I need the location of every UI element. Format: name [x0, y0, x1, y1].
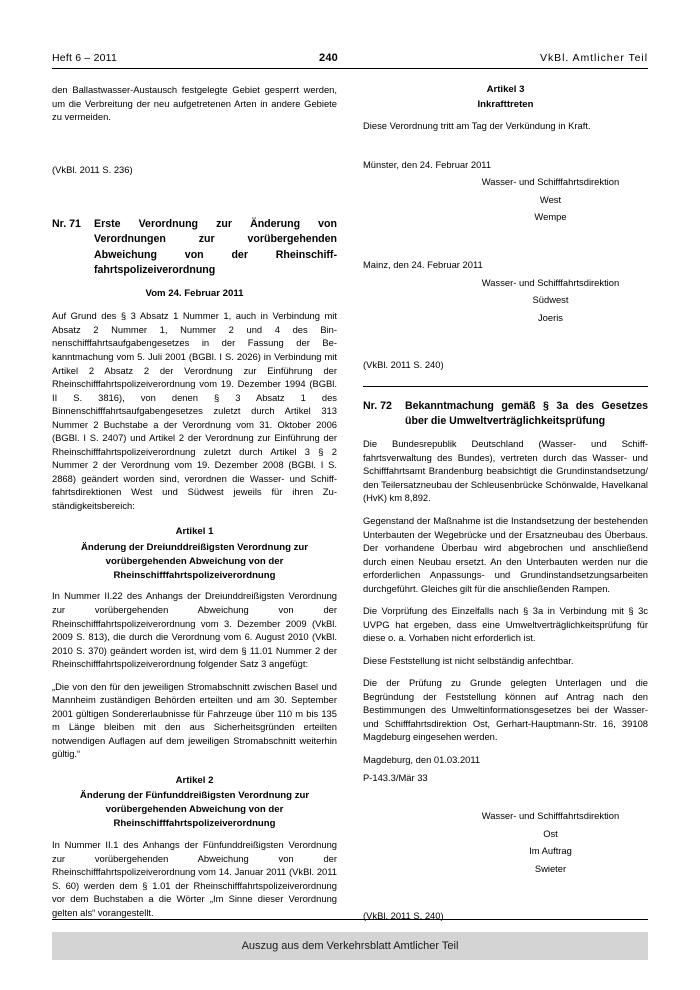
- running-head: [52, 52, 648, 64]
- header-rule: [52, 68, 648, 69]
- article3-body: Diese Verordnung tritt am Tag der Verkündung in Kraft.: [363, 120, 591, 132]
- signature-suedwest-authority-2: Südwest: [532, 294, 569, 306]
- article1-heading: Artikel 1: [175, 526, 214, 538]
- signature-ost-name: Swieter: [534, 862, 567, 874]
- nr72-place-date: Magdeburg, den 01.03.2011: [363, 753, 481, 765]
- article3-heading: Artikel 3: [486, 84, 525, 95]
- signature-west-authority-2: West: [539, 193, 562, 205]
- nr72-paragraph-2: Gegenstand der Maßnahme ist die Instandsetzung der bestehenden Unterbauten der Wegebrücke und der Ersatzneubau des Überbaus. Der vorhandene Überbau wird abgebrochen und anschließend durch einen Neubau ersetzt. An den Unterbauten werden nur die erforderlichen Anpassungs- und Grundinstandsetzungsarbeiten durchgeführt. Gleiches gilt für die anschließenden Rampen.: [363, 515, 648, 594]
- entry-number-nr72: Nr. 72: [363, 399, 392, 412]
- article1-body: In Nummer II.22 des Anhangs der Dreiunddreißigsten Verordnung zur vorübergehenden Abweichung von der Rheinschifffahrtspolizeiverordnung vom 3. Dezember 2009 (VkBl. 2009 S. 813), die durch die Verordnung vom 6. August 2010 (VkBl. 2010 S. 370) geändert worden ist, wird dem § 11.01 Nummer 2 der Rheinschifffahrtspolizeiverordnung folgender Satz 3 angefügt:: [52, 590, 337, 670]
- header-issue: Heft 6 – 2011: [52, 52, 117, 64]
- source-reference-right-1: (VkBl. 2011 S. 240): [363, 359, 444, 371]
- signature-west-place-date: Münster, den 24. Februar 2011: [363, 158, 492, 170]
- header-page-number: 240: [319, 52, 338, 64]
- nr72-paragraph-3: Die Vorprüfung des Einzelfalls nach § 3a in Verbindung mit § 3c UVPG hat ergeben, dass eine Umweltverträglichkeitsprüfung für diese o. a. Vorhaben nicht erforderlich ist.: [363, 605, 648, 644]
- article1-subheading: Änderung der Dreiunddreißigsten Verordnung zur vorübergehenden Abweichung von der Rheinschifffahrtspolizeiverordnung: [80, 541, 309, 581]
- entry-title-nr72: Bekanntmachung gemäß § 3a des Gesetzes über die Umweltverträglichkeitsprüfung: [405, 399, 648, 427]
- signature-west-authority-1: Wasser- und Schifffahrtsdirektion: [481, 176, 620, 188]
- entry-title-nr71: Erste Verordnung zur Änderung von Verordnungen zur vorübergehenden Abweichung von der Rheinschifffahrtspolizeiverordnung: [94, 218, 337, 277]
- signature-ost-block: [453, 809, 648, 875]
- article1-quote: „Die von den für den jeweiligen Stromabschnitt zwischen Basel und Mannheim zuständigen Behörden erteilten und am 30. September 2001 gültigen Sondererlaubnisse für Fahrzeuge über 110 m bis 135 m Länge bleiben mit den aus Sicherheitsgründen erteilten notwendigen Auflagen auf dem jeweiligen Stromabschnitt weiterhin gültig.“: [52, 680, 337, 760]
- continued-paragraph: den Ballastwasser-Austausch festgelegte Gebiet gesperrt werden, um die Verbreitung der neu aufgetretenen Arten in andere Gebiete zu vermeiden.: [52, 84, 337, 123]
- signature-suedwest-authority-1: Wasser- und Schifffahrtsdirektion: [481, 276, 620, 288]
- left-column: [52, 83, 337, 918]
- footer-text: Auszug aus dem Verkehrsblatt Amtlicher Teil: [241, 940, 459, 952]
- right-column: [363, 83, 648, 922]
- nr72-paragraph-4: Diese Feststellung ist nicht selbständig anfechtbar.: [363, 654, 574, 666]
- entry-date-nr71: Vom 24. Februar 2011: [145, 287, 244, 299]
- source-reference-left-1: (VkBl. 2011 S. 236): [52, 163, 133, 175]
- nr72-paragraph-5: Die der Prüfung zu Grunde gelegten Unterlagen und die Begründung der Feststellung können auf Antrag nach den Bestimmungen des Umweltinformationsgesetzes bei der Wasser- und Schifffahrtsdirektion Ost, Gerhart-Hauptmann-Str. 16, 39108 Magdeburg eingesehen werden.: [363, 677, 648, 743]
- signature-west-name: Wempe: [534, 211, 567, 223]
- signature-ost-authority-2: Ost: [543, 827, 558, 839]
- footer-rule: [52, 919, 648, 920]
- signature-west-block: [453, 175, 648, 224]
- nr72-paragraph-1: Die Bundesrepublik Deutschland (Wasser- und Schifffahrtsverwaltung des Bundes), vertreten durch das Wasser- und Schifffahrtsamt Brandenburg beabsichtigt die Grundinstandsetzung/ den Teilersatzneubau der Schleusenbrücke Schönwalde, Havelkanal (HvK) km 8,892.: [363, 438, 648, 504]
- footer-band: [52, 932, 648, 960]
- entry-heading-nr71: [52, 217, 337, 278]
- source-reference-right-2: (VkBl. 2011 S. 240): [363, 910, 444, 922]
- header-publication: VkBl. Amtlicher Teil: [540, 52, 648, 64]
- article3-subheading: Inkrafttreten: [477, 99, 534, 111]
- signature-suedwest-name: Joeris: [537, 311, 563, 323]
- nr72-file-reference: P-143.3/Mär 33: [363, 771, 428, 783]
- signature-ost-role: Im Auftrag: [529, 845, 572, 857]
- article2-heading: Artikel 2: [175, 774, 214, 786]
- entry-number-nr71: Nr. 71: [52, 218, 81, 231]
- signature-suedwest-block: [453, 276, 648, 325]
- signature-ost-authority-1: Wasser- und Schifffahrtsdirektion: [481, 810, 620, 822]
- body-columns: [52, 83, 648, 922]
- article2-subheading: Änderung der Fünfunddreißigsten Verordnung zur vorübergehenden Abweichung von der Rheinschifffahrtspolizeiverordnung: [79, 790, 310, 830]
- preamble-paragraph: Auf Grund des § 3 Absatz 1 Nummer 1, auch in Verbindung mit Absatz 2 Nummer 1, Nummer 2 und 4 des Binnenschifffahrtsaufgabengesetzes in der Fassung der Bekanntmachung vom 5. Juli 2001 (BGBl. I S. 2026) in Verbindung mit Artikel 2 Absatz 2 der Verordnung zur Einführung der Rheinschifffahrtspolizeiverordnung vom 19. Dezember 1994 (BGBl. II S. 3816), von denen § 3 Absatz 1 des Binnenschifffahrtsaufgabengesetzes zuletzt durch Artikel 313 Nummer 2 Buchstabe a der Verordnung vom 31. Oktober 2006 (BGBl. I S. 2407) und Artikel 2 der Verordnung zur Einführung der Rheinschifffahrtspolizeiverordnung zuletzt durch Artikel 3 § 2 Nummer 2 der Verordnung vom 19. Dezember 2008 (BGBl. I S. 2868) geändert worden sind, verordnen die Wasser- und Schifffahrtsdirektionen West und Südwest jeweils für ihren Zuständigkeitsbereich:: [52, 310, 337, 511]
- article2-body: In Nummer II.1 des Anhangs der Fünfunddreißigsten Verordnung zur vorübergehenden Abweichung von der Rheinschifffahrtspolizeiverordnung vom 14. Januar 2011 (VkBl. 2011 S. 60) werden dem § 1.01 der Rheinschifffahrtspolizeiverordnung vor dem Buchstaben a die Wörter „Im Sinne dieser Verordnung gelten als“ vorangestellt.: [52, 839, 337, 918]
- signature-suedwest-place-date: Mainz, den 24. Februar 2011: [363, 258, 483, 270]
- entry-heading-nr72: [363, 399, 648, 430]
- entry-separator-rule: [363, 386, 648, 387]
